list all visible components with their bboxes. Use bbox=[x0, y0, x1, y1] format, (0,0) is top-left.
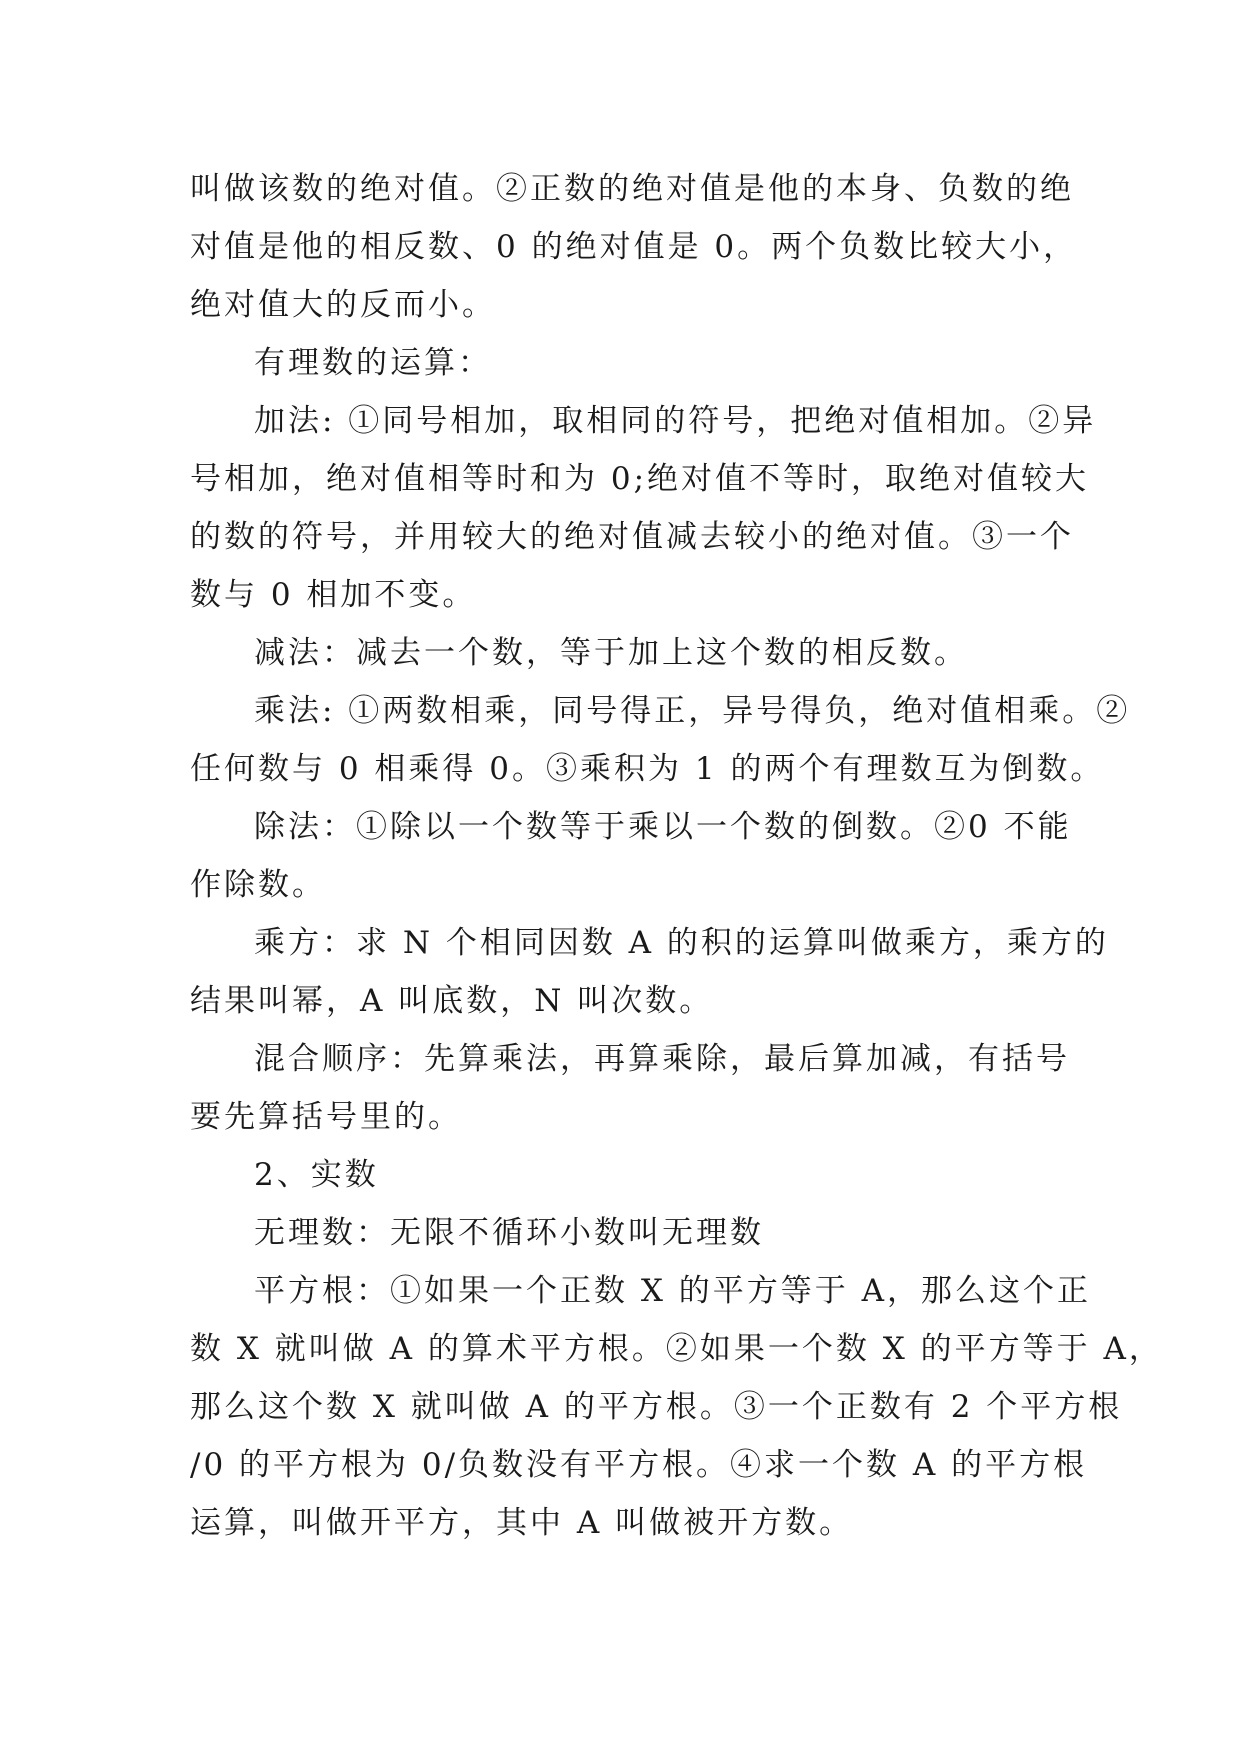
text-line: 作除数。 bbox=[190, 867, 326, 903]
section-heading: 2、实数 bbox=[254, 1157, 379, 1193]
text-line: 对值是他的相反数、0 的绝对值是 0。两个负数比较大小， bbox=[190, 229, 1078, 265]
text-line: 减法：减去一个数，等于加上这个数的相反数。 bbox=[254, 635, 968, 671]
text-line: 无理数：无限不循环小数叫无理数 bbox=[254, 1215, 764, 1251]
text-line: 混合顺序：先算乘法，再算乘除，最后算加减，有括号 bbox=[254, 1041, 1070, 1077]
text-line: 乘方：求 N 个相同因数 A 的积的运算叫做乘方，乘方的 bbox=[254, 925, 1109, 961]
text-line: 平方根：①如果一个正数 X 的平方等于 A，那么这个正 bbox=[254, 1273, 1092, 1309]
text-line: 运算，叫做开平方，其中 A 叫做被开方数。 bbox=[190, 1505, 854, 1541]
text-line: 加法: ①同号相加，取相同的符号，把绝对值相加。②异 bbox=[254, 403, 1097, 439]
text-line: 号相加，绝对值相等时和为 0;绝对值不等时，取绝对值较大 bbox=[190, 461, 1090, 497]
text-line: 那么这个数 X 就叫做 A 的平方根。③一个正数有 2 个平方根 bbox=[190, 1389, 1123, 1425]
text-line: 数与 0 相加不变。 bbox=[190, 577, 477, 613]
text-line: 任何数与 0 相乘得 0。③乘积为 1 的两个有理数互为倒数。 bbox=[190, 751, 1105, 787]
text-line: 除法：①除以一个数等于乘以一个数的倒数。②0 不能 bbox=[254, 809, 1072, 845]
text-line: 乘法: ①两数相乘，同号得正，异号得负，绝对值相乘。② bbox=[254, 693, 1131, 729]
text-line: 叫做该数的绝对值。②正数的绝对值是他的本身、负数的绝 bbox=[190, 171, 1074, 207]
text-line: 的数的符号，并用较大的绝对值减去较小的绝对值。③一个 bbox=[190, 519, 1074, 555]
text-line: 结果叫幂，A 叫底数，N 叫次数。 bbox=[190, 983, 714, 1019]
text-line: 数 X 就叫做 A 的算术平方根。②如果一个数 X 的平方等于 A， bbox=[190, 1331, 1163, 1367]
section-heading: 有理数的运算： bbox=[254, 345, 492, 381]
document-body bbox=[190, 160, 1163, 1552]
text-line: /0 的平方根为 0/负数没有平方根。④求一个数 A 的平方根 bbox=[190, 1447, 1088, 1483]
text-line: 绝对值大的反而小。 bbox=[190, 287, 496, 323]
text-line: 要先算括号里的。 bbox=[190, 1099, 462, 1135]
